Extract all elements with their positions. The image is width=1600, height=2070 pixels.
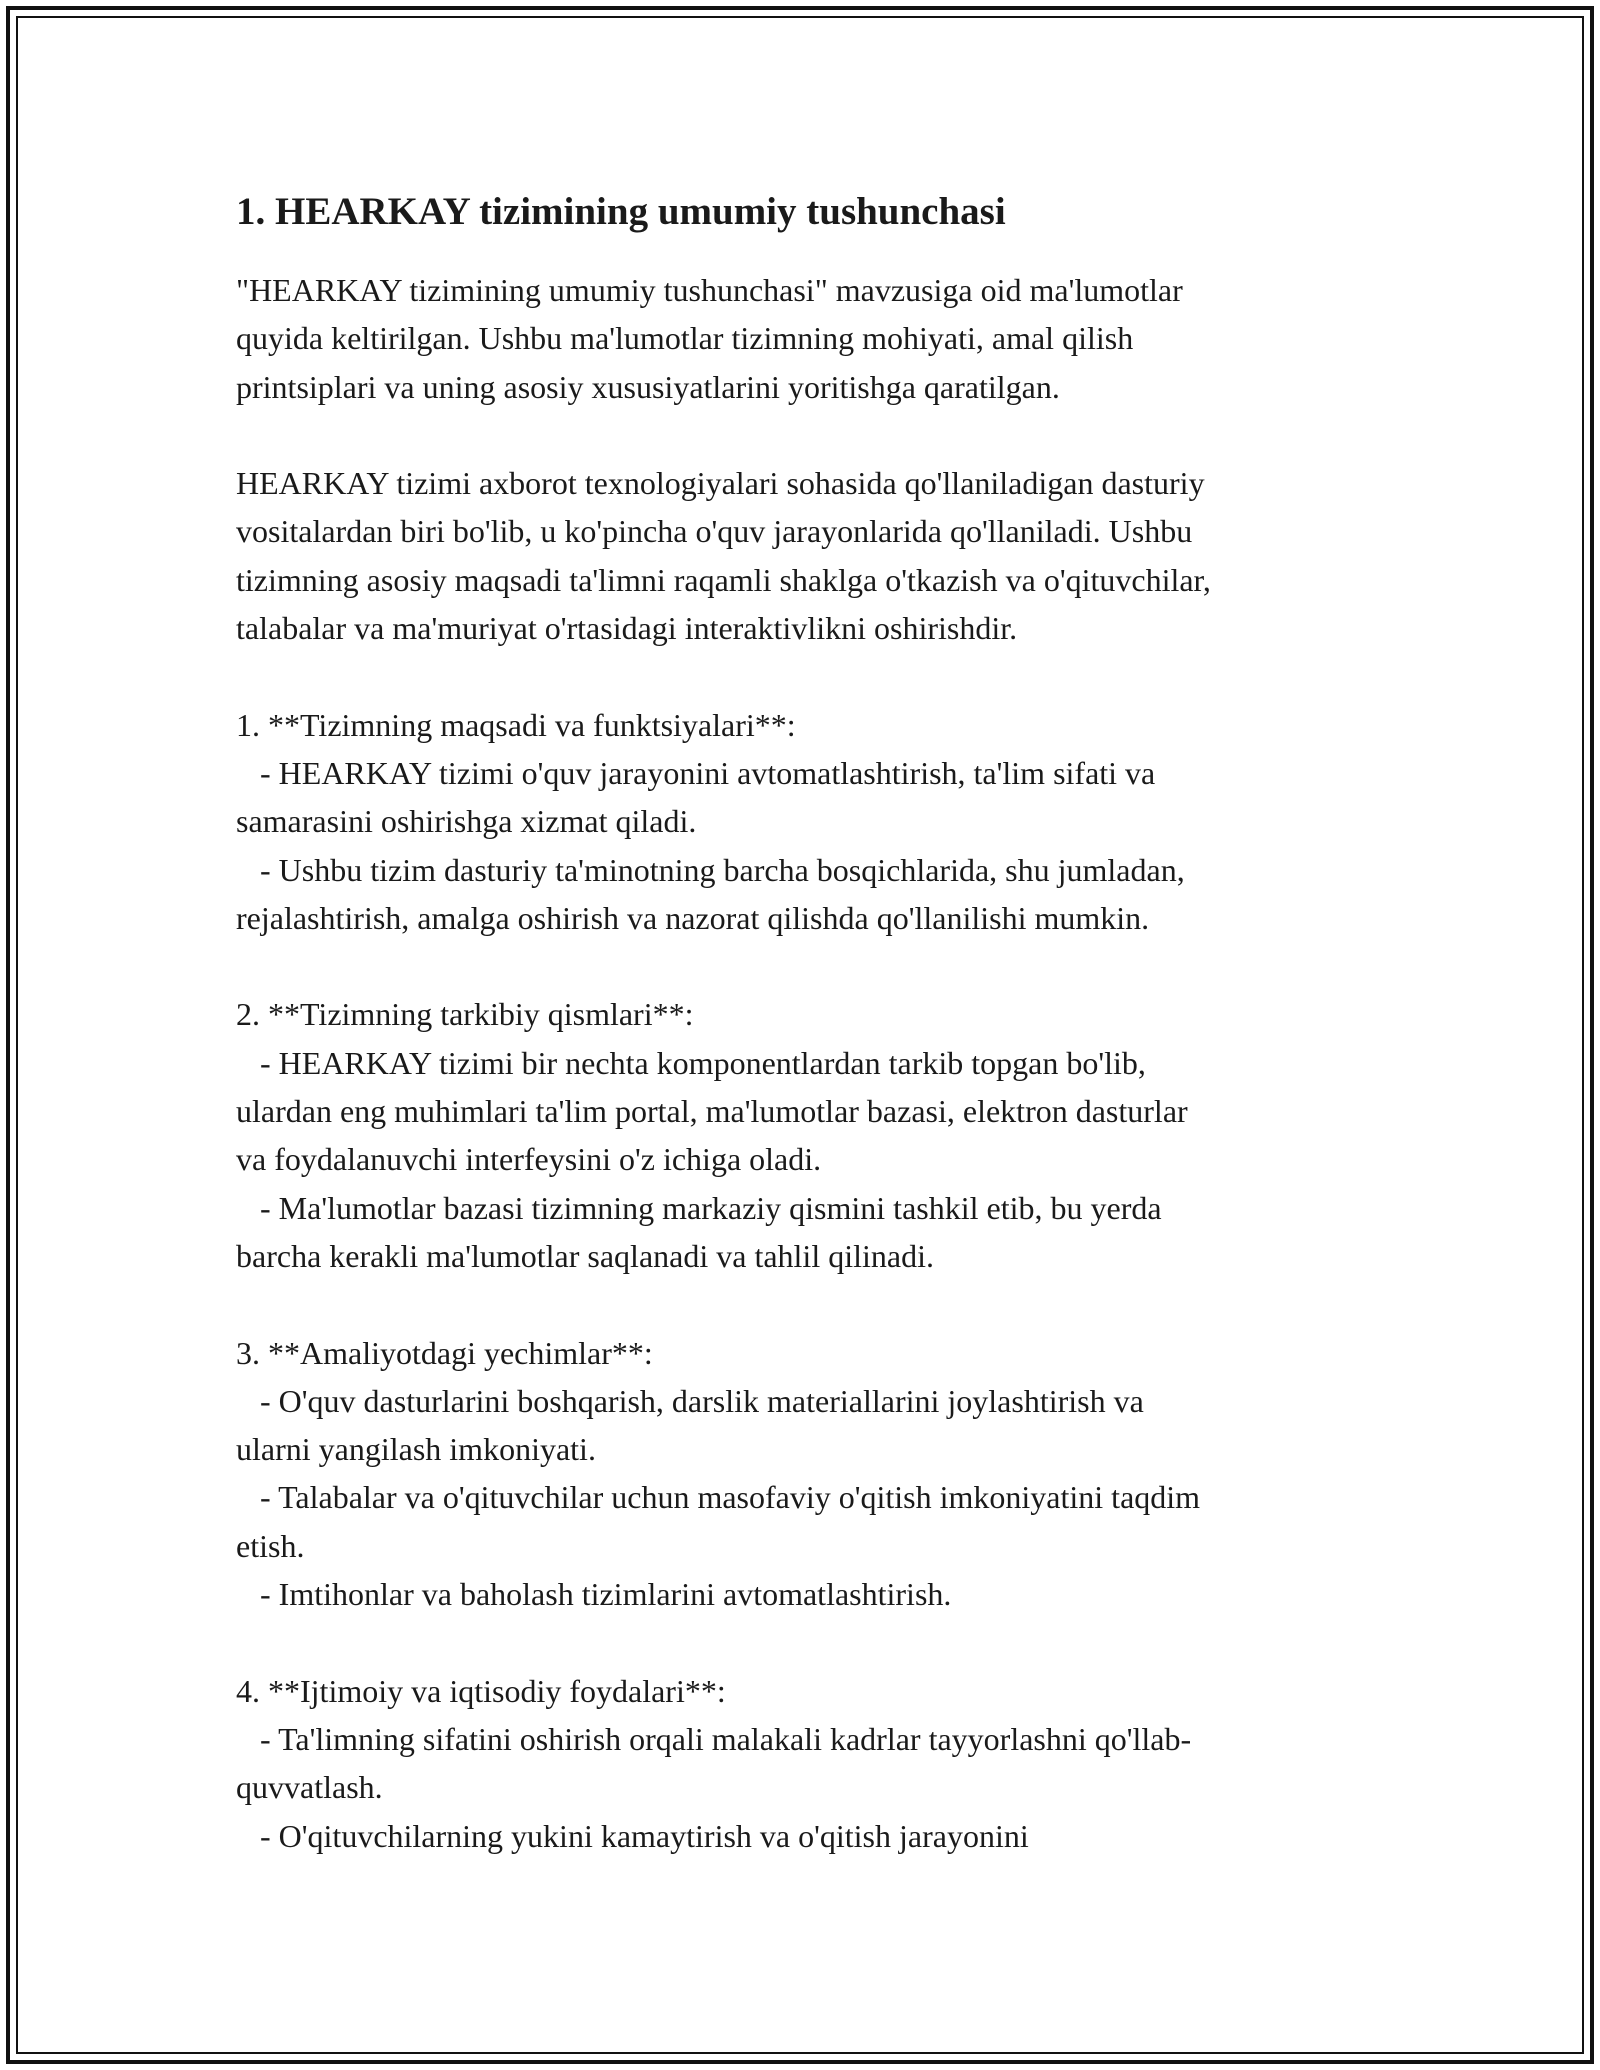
document-body [236, 188, 1366, 1860]
list-item-components: 2. **Tizimning tarkibiy qismlari**: - HEARKAY tizimi bir nechta komponentlardan tarkib topgan bo'lib, ulardan eng muhimlari ta'lim portal, ma'lumotlar bazasi, elektron dasturlar va foydalanuvchi interfeysini o'z ichiga oladi. - Ma'lumotlar bazasi tizimning markaziy qismini tashkil etib, bu yerda barcha kerakli ma'lumotlar saqlanadi va tahlil qilinadi. [236, 996, 1188, 1274]
paragraph-blank-line [236, 1280, 1366, 1328]
paragraph-blank-line [236, 411, 1366, 459]
list-item-social-economic-benefits: 4. **Ijtimoiy va iqtisodiy foydalari**: - Ta'limning sifatini oshirish orqali malakali kadrlar tayyorlashni qo'llab- quvvatlash. - O'qituvchilarning yukini kamaytirish va o'qitish jarayonini [236, 1672, 1192, 1854]
list-item-practical-solutions: 3. **Amaliyotdagi yechimlar**: - O'quv dasturlarini boshqarish, darslik materiallarini joylashtirish va ularni yangilash imkoniyati. - Talabalar va o'qituvchilar uchun masofaviy o'qitish imkoniyatini taqdim etish. - Imtihonlar va baholash tizimlarini avtomatlashtirish. [236, 1334, 1201, 1613]
paragraph-blank-line [236, 652, 1366, 700]
section-title: 1. HEARKAY tizimining umumiy tushunchasi [236, 190, 1006, 233]
paragraph-blank-line [236, 942, 1366, 990]
list-item-goals: 1. **Tizimning maqsadi va funktsiyalari**: - HEARKAY tizimi o'quv jarayonini avtomatlashtirish, ta'lim sifati va samarasini oshirishga xizmat qiladi. - Ushbu tizim dasturiy ta'minotning barcha bosqichlarida, shu jumladan, rejalashtirish, amalga oshirish va nazorat qilishda qo'llanilishi mumkin. [236, 706, 1185, 936]
paragraph-blank-line [236, 1618, 1366, 1666]
overview-paragraph: HEARKAY tizimi axborot texnologiyalari sohasida qo'llaniladigan dasturiy vositalardan biri bo'lib, u ko'pincha o'quv jarayonlarida qo'llaniladi. Ushbu tizimning asosiy maqsadi ta'limni raqamli shaklga o'tkazish va o'qituvchilar, talabalar va ma'muriyat o'rtasidagi interaktivlikni oshirishdir. [236, 465, 1211, 647]
intro-paragraph: "HEARKAY tizimining umumiy tushunchasi" mavzusiga oid ma'lumotlar quyida keltirilgan. Ushbu ma'lumotlar tizimning mohiyati, amal qilish printsiplari va uning asosiy xususiyatlarini yoritishga qaratilgan. [236, 272, 1183, 405]
